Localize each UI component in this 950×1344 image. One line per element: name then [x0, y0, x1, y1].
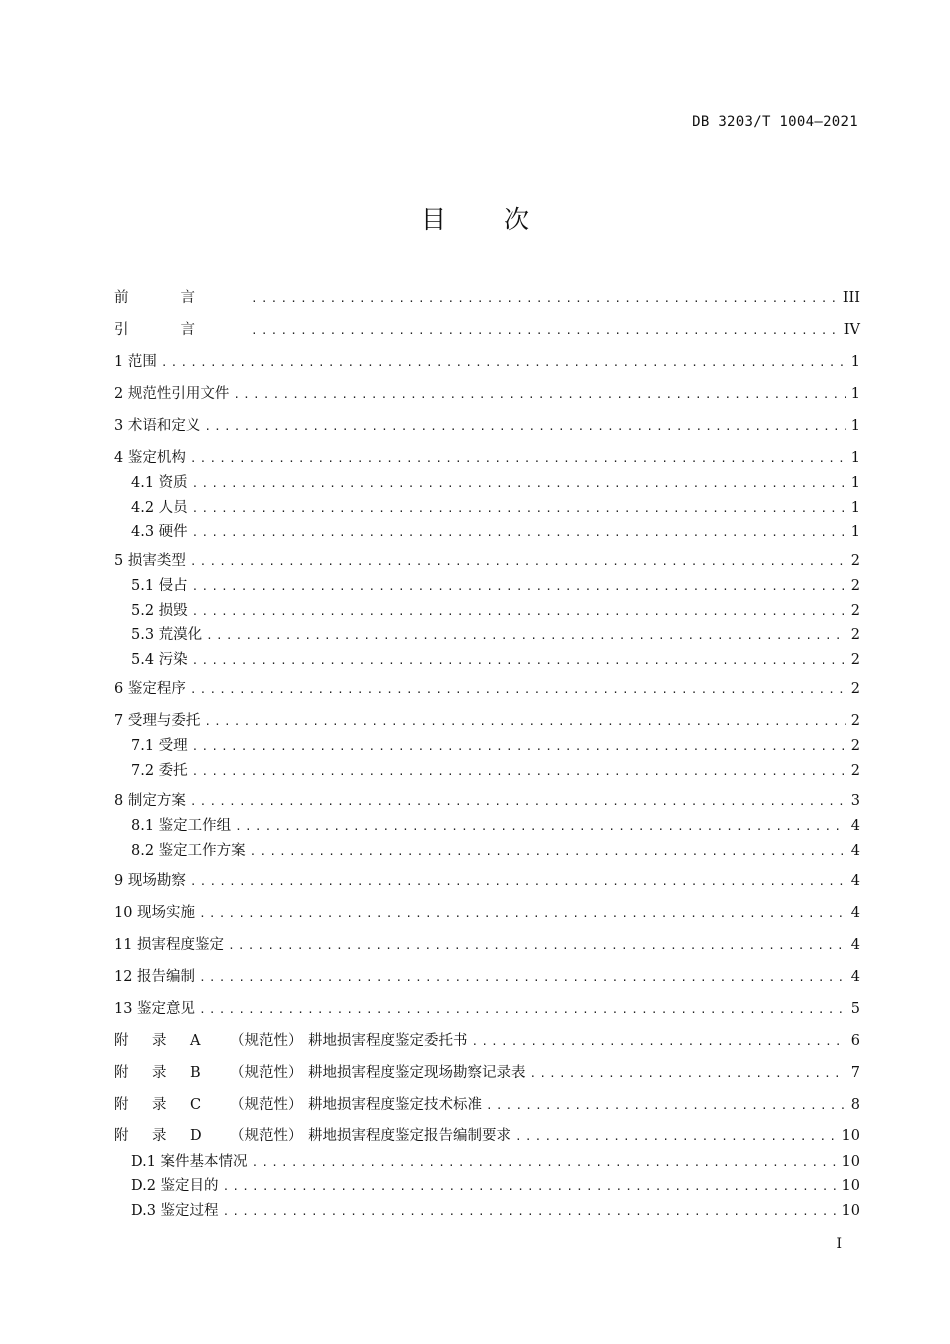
toc-page-number: 7 [850, 1065, 860, 1081]
toc-page-number: 4 [850, 937, 860, 953]
leader-dots [190, 871, 846, 893]
toc-page-number: 2 [850, 603, 860, 619]
leader-dots [235, 816, 846, 838]
leader-dots [472, 1031, 847, 1053]
leader-dots [190, 791, 846, 813]
toc-entry[interactable] [131, 521, 860, 543]
toc-page-number: 2 [850, 627, 860, 643]
toc-page-number: 1 [850, 418, 860, 434]
toc-entry-label [114, 1094, 482, 1116]
toc-page-number: 10 [841, 1178, 860, 1194]
toc-entry[interactable] [114, 351, 860, 373]
appendix-prefix-part: 附 [114, 1065, 129, 1081]
appendix-prefix-part: 录 [152, 1097, 167, 1113]
appendix-title: 耕地损害程度鉴定技术标准 [308, 1097, 482, 1113]
toc-entry[interactable] [114, 998, 860, 1020]
toc-entry[interactable] [131, 575, 860, 597]
toc-page-number: 1 [850, 386, 860, 402]
toc-entry-label: 2 规范性引用文件 [114, 386, 230, 402]
leader-dots [515, 1126, 838, 1148]
toc-page-number: 4 [850, 873, 860, 889]
toc-page-number: IV [843, 322, 860, 338]
leader-dots [252, 1152, 838, 1174]
leader-dots [190, 448, 846, 470]
toc-entry-label: 1 范围 [114, 354, 157, 370]
toc-entry-label [114, 1030, 468, 1052]
toc-entry-label: 5.1 侵占 [131, 578, 188, 594]
toc-entry-label: 引言 [114, 322, 247, 338]
toc-page-number: 8 [850, 1097, 860, 1113]
toc-page-number: 1 [850, 524, 860, 540]
toc-entry[interactable] [131, 472, 860, 494]
leader-dots [199, 903, 846, 925]
toc-page-number: III [842, 290, 860, 306]
leader-dots [228, 935, 846, 957]
leader-dots [190, 551, 846, 573]
toc-entry-label: 7.1 受理 [131, 738, 188, 754]
appendix-prefix-part: 附 [114, 1097, 129, 1113]
leader-dots [223, 1176, 838, 1198]
toc-entry-label: 7.2 委托 [131, 763, 188, 779]
toc-entry[interactable] [131, 815, 860, 837]
toc-entry-label: 13 鉴定意见 [114, 1001, 196, 1017]
leader-dots [192, 601, 846, 623]
leader-dots [199, 967, 846, 989]
toc-entry[interactable] [114, 966, 860, 988]
appendix-prefix-part: 录 [152, 1128, 167, 1144]
toc-entry-label [114, 1062, 526, 1084]
appendix-prefix-part: 附 [114, 1128, 129, 1144]
toc-entry-label: 4.3 硬件 [131, 524, 188, 540]
leader-dots [223, 1201, 838, 1223]
toc-entry[interactable] [114, 902, 860, 924]
toc-entry-label: D.3 鉴定过程 [131, 1203, 219, 1219]
appendix-prefix-part: 附 [114, 1033, 129, 1049]
toc-entry-label: D.2 鉴定目的 [131, 1178, 219, 1194]
toc-entry-label: D.1 案件基本情况 [131, 1154, 248, 1170]
appendix-prefix-part: C [190, 1097, 202, 1113]
leader-dots [192, 576, 846, 598]
toc-page-number: 1 [850, 475, 860, 491]
toc-entry-label: 12 报告编制 [114, 969, 196, 985]
toc-entry-label: 8.1 鉴定工作组 [131, 818, 232, 834]
toc-entry-label: 4 鉴定机构 [114, 450, 186, 466]
page-number: I [836, 1236, 842, 1252]
toc-entry[interactable] [114, 790, 860, 812]
toc-entry-label: 前言 [114, 290, 247, 306]
leader-dots [192, 473, 846, 495]
toc-entry-label: 9 现场勘察 [114, 873, 186, 889]
toc-entry[interactable] [114, 1062, 860, 1084]
toc-page-number: 2 [850, 578, 860, 594]
toc-entry-label: 8 制定方案 [114, 793, 186, 809]
toc-entry[interactable] [114, 287, 860, 309]
toc-entry[interactable] [114, 319, 860, 341]
leader-dots [192, 522, 846, 544]
toc-entry-label: 11 损害程度鉴定 [114, 937, 225, 953]
document-code: DB 3203/T 1004—2021 [692, 114, 858, 130]
leader-dots [251, 288, 839, 310]
toc-entry-label: 5.2 损毁 [131, 603, 188, 619]
toc-page-number: 2 [850, 553, 860, 569]
toc-entry[interactable] [131, 1175, 860, 1197]
appendix-prefix-part: （规范性） [230, 1033, 303, 1049]
toc-entry[interactable] [131, 1151, 860, 1173]
toc-page-number: 4 [850, 843, 860, 859]
toc-page-number: 10 [841, 1203, 860, 1219]
toc-page-number: 3 [850, 793, 860, 809]
toc-entry-label: 6 鉴定程序 [114, 681, 186, 697]
toc-page-number: 2 [850, 763, 860, 779]
leader-dots [206, 625, 846, 647]
toc-entry[interactable] [114, 710, 860, 732]
toc-page-number: 4 [850, 969, 860, 985]
leader-dots [190, 679, 846, 701]
appendix-prefix-part: D [190, 1128, 202, 1144]
toc-entry-label: 8.2 鉴定工作方案 [131, 843, 246, 859]
leader-dots [192, 736, 846, 758]
toc-entry-label: 4.2 人员 [131, 500, 188, 516]
appendix-prefix-part: A [190, 1033, 201, 1049]
leader-dots [530, 1063, 847, 1085]
toc-page-number: 1 [850, 500, 860, 516]
toc-entry[interactable] [114, 415, 860, 437]
toc-entry[interactable] [114, 1030, 860, 1052]
leader-dots [192, 498, 846, 520]
toc-page-number: 10 [841, 1154, 860, 1170]
toc-entry[interactable] [131, 600, 860, 622]
toc-entry[interactable] [114, 678, 860, 700]
toc-entry-label: 5.3 荒漠化 [131, 627, 203, 643]
toc-page-number: 5 [850, 1001, 860, 1017]
toc-page-number: 1 [850, 450, 860, 466]
leader-dots [233, 384, 846, 406]
toc-entry[interactable] [114, 550, 860, 572]
appendix-prefix-part: 录 [152, 1065, 167, 1081]
leader-dots [161, 352, 846, 374]
appendix-title: 耕地损害程度鉴定委托书 [308, 1033, 468, 1049]
toc-entry-label: 4.1 资质 [131, 475, 188, 491]
leader-dots [486, 1095, 846, 1117]
appendix-title: 耕地损害程度鉴定现场勘察记录表 [308, 1065, 526, 1081]
leader-dots [250, 841, 846, 863]
appendix-prefix-part: （规范性） [230, 1065, 303, 1081]
appendix-prefix-part: （规范性） [230, 1097, 303, 1113]
toc-entry[interactable] [131, 735, 860, 757]
toc-page-number: 4 [850, 818, 860, 834]
toc-entry[interactable] [131, 1200, 860, 1222]
leader-dots [204, 416, 846, 438]
toc-entry[interactable] [131, 760, 860, 782]
toc-page-number: 6 [850, 1033, 860, 1049]
toc-entry-label: 7 受理与委托 [114, 713, 201, 729]
appendix-prefix-part: B [190, 1065, 201, 1081]
toc-entry[interactable] [114, 934, 860, 956]
leader-dots [192, 761, 846, 783]
toc-entry[interactable] [131, 497, 860, 519]
toc-entry-label [114, 1125, 511, 1147]
toc-entry[interactable] [114, 1125, 860, 1147]
toc-entry[interactable] [131, 649, 860, 671]
toc-page-number: 2 [850, 713, 860, 729]
toc-entry[interactable] [131, 840, 860, 862]
leader-dots [199, 999, 846, 1021]
appendix-title: 耕地损害程度鉴定报告编制要求 [308, 1128, 511, 1144]
toc-page-number: 1 [850, 354, 860, 370]
leader-dots [192, 650, 846, 672]
appendix-prefix-part: （规范性） [230, 1128, 303, 1144]
toc-page-number: 4 [850, 905, 860, 921]
toc-entry-label: 3 术语和定义 [114, 418, 201, 434]
page-title: 目次 [420, 205, 587, 234]
toc-page-number: 2 [850, 652, 860, 668]
toc-entry[interactable] [114, 383, 860, 405]
toc-page-number: 10 [841, 1128, 860, 1144]
toc-entry-label: 5.4 污染 [131, 652, 188, 668]
toc-entry-label: 10 现场实施 [114, 905, 196, 921]
appendix-prefix-part: 录 [152, 1033, 167, 1049]
toc-entry[interactable] [114, 1094, 860, 1116]
toc-page-number: 2 [850, 681, 860, 697]
toc-entry[interactable] [131, 624, 860, 646]
toc-entry[interactable] [114, 870, 860, 892]
leader-dots [204, 711, 846, 733]
toc-entry-label: 5 损害类型 [114, 553, 186, 569]
toc-page-number: 2 [850, 738, 860, 754]
toc-entry[interactable] [114, 447, 860, 469]
leader-dots [251, 320, 840, 342]
